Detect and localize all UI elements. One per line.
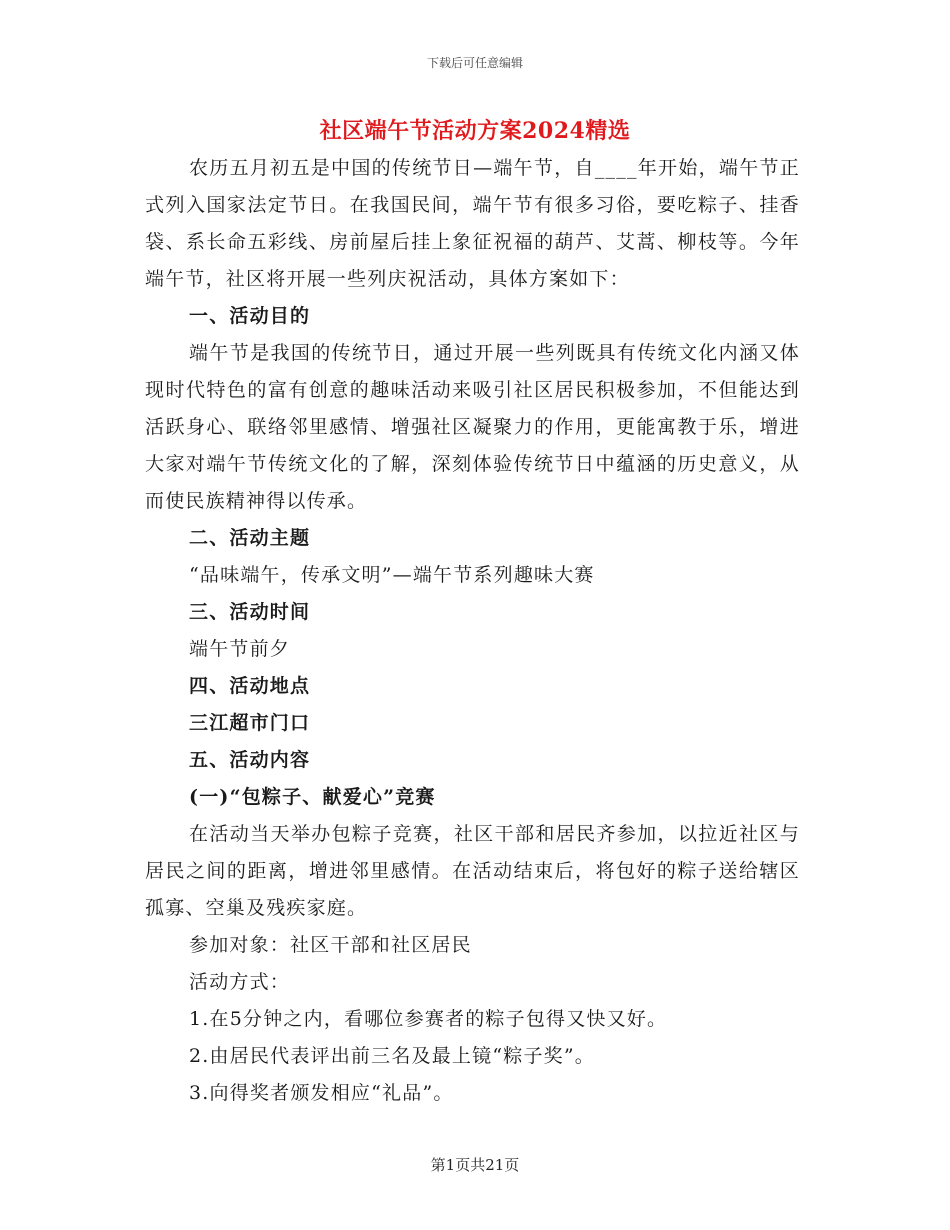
section-1-heading: 一、活动目的 <box>189 305 311 327</box>
section-2-heading: 二、活动主题 <box>189 527 311 549</box>
step-2: 2.由居民代表评出前三名及最上镜“粽子奖”。 <box>189 1045 595 1067</box>
subsection-1-body: 在活动当天举办包粽子竞赛，社区干部和居民齐参加，以拉近社区与居民之间的距离，增进邻里感情。在活动结束后，将包好的粽子送给辖区孤寡、空巢及残疾家庭。 <box>145 823 800 919</box>
document-title: 社区端午节活动方案2024精选 <box>319 118 631 144</box>
intro-paragraph: 农历五月初五是中国的传统节日—端午节，自____年开始，端午节正式列入国家法定节日。在我国民间，端午节有很多习俗，要吃粽子、挂香袋、系长命五彩线、房前屋后挂上象征祝福的葫芦、艾蒿、柳枝等。今年端午节，社区将开展一些列庆祝活动，具体方案如下： <box>145 157 800 290</box>
section-2-body: “品味端午，传承文明”—端午节系列趣味大赛 <box>189 564 595 586</box>
participants-line: 参加对象：社区干部和社区居民 <box>189 934 472 956</box>
document-body <box>145 150 800 1112</box>
subsection-1-heading: (一)“包粽子、献爱心”竞赛 <box>189 786 436 808</box>
section-1-body: 端午节是我国的传统节日，通过开展一些列既具有传统文化内涵又体现时代特色的富有创意的趣味活动来吸引社区居民积极参加，不但能达到活跃身心、联络邻里感情、增强社区凝聚力的作用，更能寓教于乐，增进大家对端午节传统文化的了解，深刻体验传统节日中蕴涵的历史意义，从而使民族精神得以传承。 <box>145 342 800 512</box>
section-3-body: 端午节前夕 <box>189 638 291 660</box>
page-footer: 第1页共21页 <box>430 1156 520 1174</box>
step-1: 1.在5分钟之内，看哪位参赛者的粽子包得又快又好。 <box>189 1008 668 1030</box>
method-label: 活动方式： <box>189 971 291 993</box>
section-4-heading: 四、活动地点 <box>189 675 311 697</box>
step-3: 3.向得奖者颁发相应“礼品”。 <box>189 1082 454 1104</box>
section-5-heading: 五、活动内容 <box>189 749 311 771</box>
header-note: 下载后可任意编辑 <box>426 56 523 70</box>
section-3-heading: 三、活动时间 <box>189 601 311 623</box>
section-4-body: 三江超市门口 <box>189 712 311 734</box>
